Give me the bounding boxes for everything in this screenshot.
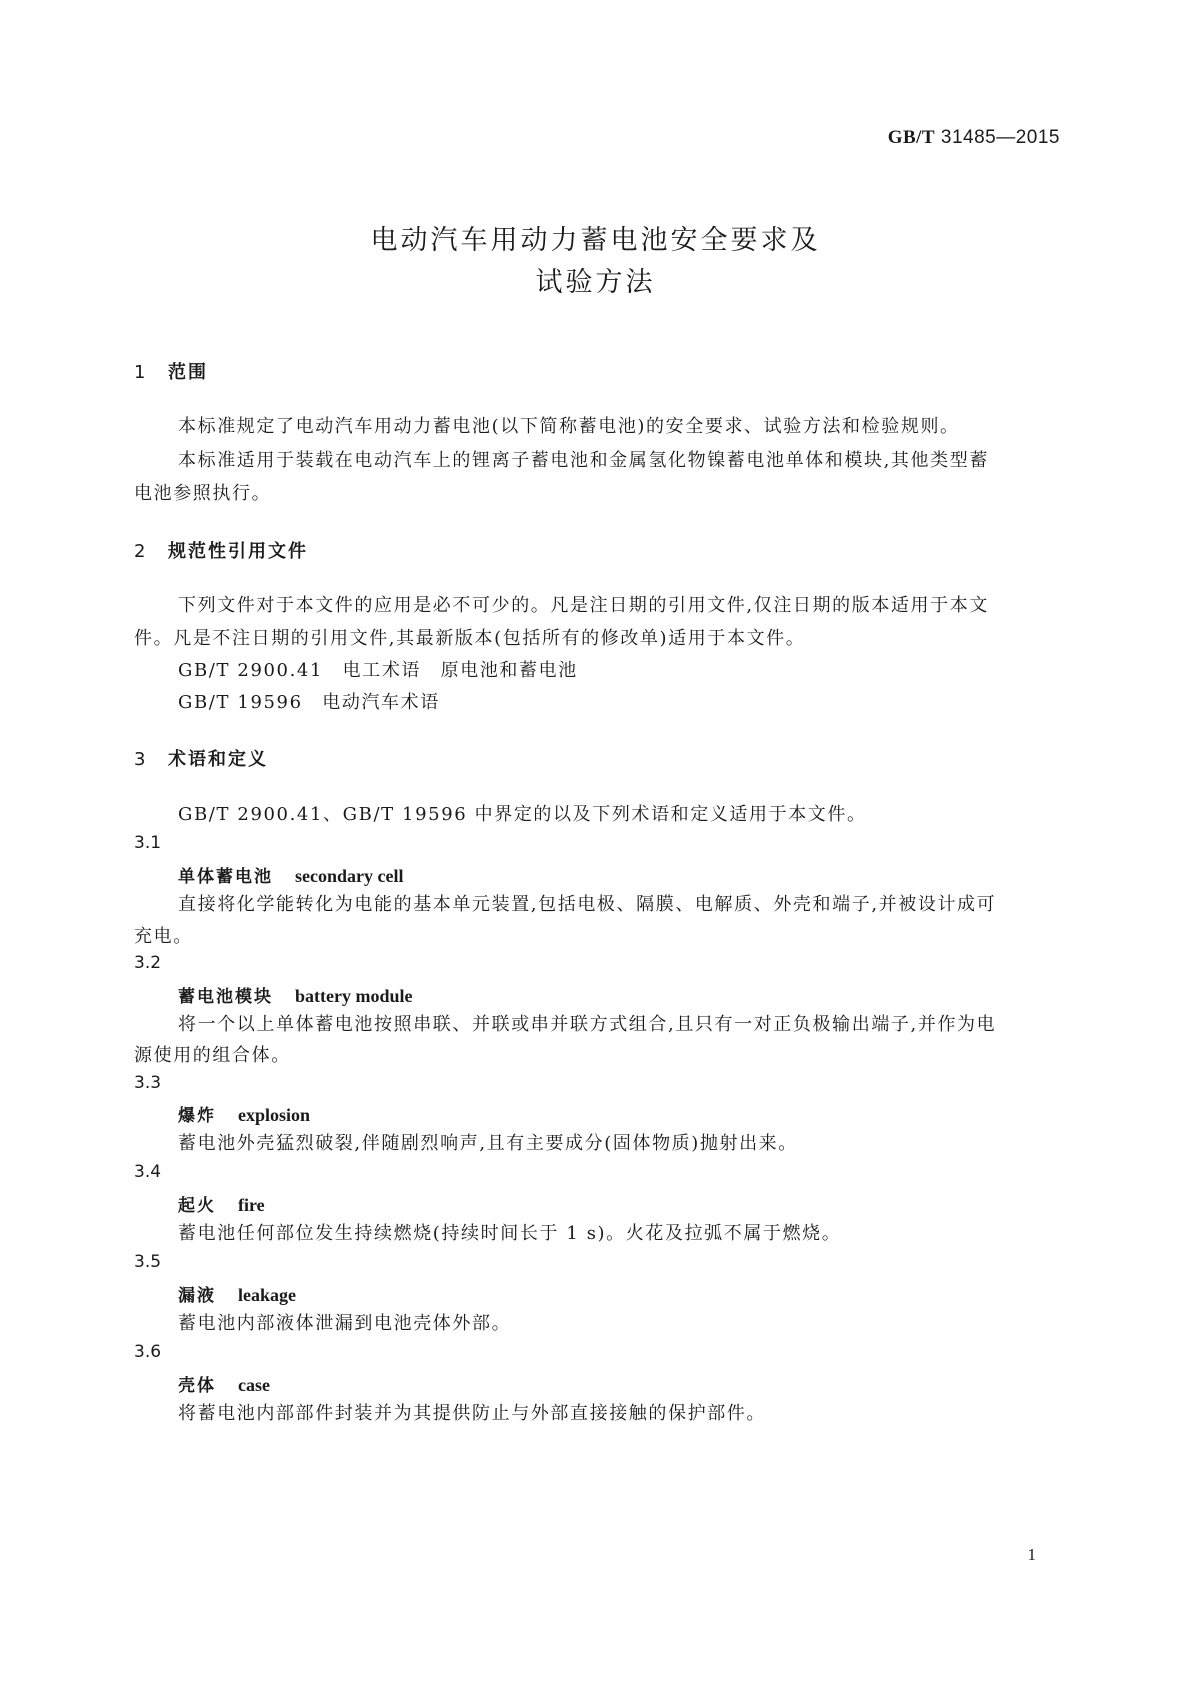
term-definition-line1: 蓄电池外壳猛烈破裂,伴随剧烈响声,且有主要成分(固体物质)抛射出来。 — [178, 1133, 798, 1154]
scope-paragraph-1: 本标准规定了电动汽车用动力蓄电池(以下简称蓄电池)的安全要求、试验方法和检验规则。 — [178, 416, 960, 437]
section-number: 3 — [134, 749, 148, 770]
references-paragraph-line2: 件。凡是不注日期的引用文件,其最新版本(包括所有的修改单)适用于本文件。 — [134, 628, 806, 649]
term-heading — [178, 982, 412, 1007]
scope-paragraph-2-line1: 本标准适用于装载在电动汽车上的锂离子蓄电池和金属氢化物镍蓄电池单体和模块,其他类型蓄 — [178, 450, 989, 471]
section-title: 规范性引用文件 — [168, 541, 308, 562]
term-chinese: 蓄电池模块 — [178, 987, 273, 1007]
page-number: 1 — [1027, 1545, 1036, 1564]
document-title-line1: 电动汽车用动力蓄电池安全要求及 — [370, 225, 821, 256]
term-chinese: 爆炸 — [178, 1106, 216, 1126]
reference-item-1: GB/T 2900.41 电工术语 原电池和蓄电池 — [178, 660, 578, 681]
references-paragraph-line1: 下列文件对于本文件的应用是必不可少的。凡是注日期的引用文件,仅注日期的版本适用于本文 — [178, 595, 989, 616]
term-chinese: 单体蓄电池 — [178, 867, 273, 887]
term-english: fire — [238, 1195, 265, 1215]
term-definition-line1: 蓄电池任何部位发生持续燃烧(持续时间长于 1 s)。火花及拉弧不属于燃烧。 — [178, 1223, 842, 1244]
term-english: case — [238, 1375, 270, 1395]
term-english: leakage — [238, 1285, 296, 1305]
reference-item-2: GB/T 19596 电动汽车术语 — [178, 692, 440, 713]
term-definition-line1: 将一个以上单体蓄电池按照串联、并联或串并联方式组合,且只有一对正负极输出端子,并作为电 — [178, 1014, 997, 1035]
section-heading-normative-references — [134, 537, 308, 563]
term-heading — [178, 862, 403, 887]
term-number: 3.6 — [134, 1342, 162, 1362]
term-definition-line1: 直接将化学能转化为电能的基本单元装置,包括电极、隔膜、电解质、外壳和端子,并被设计成可 — [178, 894, 997, 915]
terms-intro: GB/T 2900.41、GB/T 19596 中界定的以及下列术语和定义适用于本文件。 — [178, 804, 867, 825]
standard-prefix: GB/T — [887, 127, 936, 148]
document-title-line2: 试验方法 — [535, 267, 656, 298]
term-number: 3.5 — [134, 1252, 162, 1272]
term-heading — [178, 1101, 310, 1126]
section-number: 1 — [134, 362, 148, 383]
term-number: 3.3 — [134, 1073, 162, 1093]
section-title: 术语和定义 — [168, 749, 268, 770]
term-chinese: 壳体 — [178, 1376, 216, 1396]
scope-paragraph-2-line2: 电池参照执行。 — [134, 483, 272, 504]
section-number: 2 — [134, 541, 148, 562]
term-definition-line2: 源使用的组合体。 — [134, 1045, 291, 1066]
term-english: battery module — [295, 986, 413, 1006]
section-title: 范围 — [168, 362, 208, 383]
term-english: secondary cell — [295, 866, 404, 886]
section-heading-terms — [134, 745, 268, 771]
term-number: 3.4 — [134, 1162, 162, 1182]
standard-code: 31485—2015 — [940, 127, 1060, 148]
term-chinese: 漏液 — [178, 1286, 216, 1306]
term-number: 3.1 — [134, 833, 162, 853]
term-heading — [178, 1371, 270, 1396]
term-definition-line1: 蓄电池内部液体泄漏到电池壳体外部。 — [178, 1313, 512, 1334]
term-english: explosion — [238, 1105, 311, 1125]
term-number: 3.2 — [134, 953, 162, 973]
term-heading — [178, 1191, 265, 1216]
term-chinese: 起火 — [178, 1196, 216, 1216]
standard-number — [888, 127, 1060, 149]
term-definition-line2: 充电。 — [134, 926, 193, 947]
section-heading-scope — [134, 358, 208, 384]
term-definition-line1: 将蓄电池内部部件封装并为其提供防止与外部直接接触的保护部件。 — [178, 1403, 766, 1424]
term-heading — [178, 1281, 296, 1306]
